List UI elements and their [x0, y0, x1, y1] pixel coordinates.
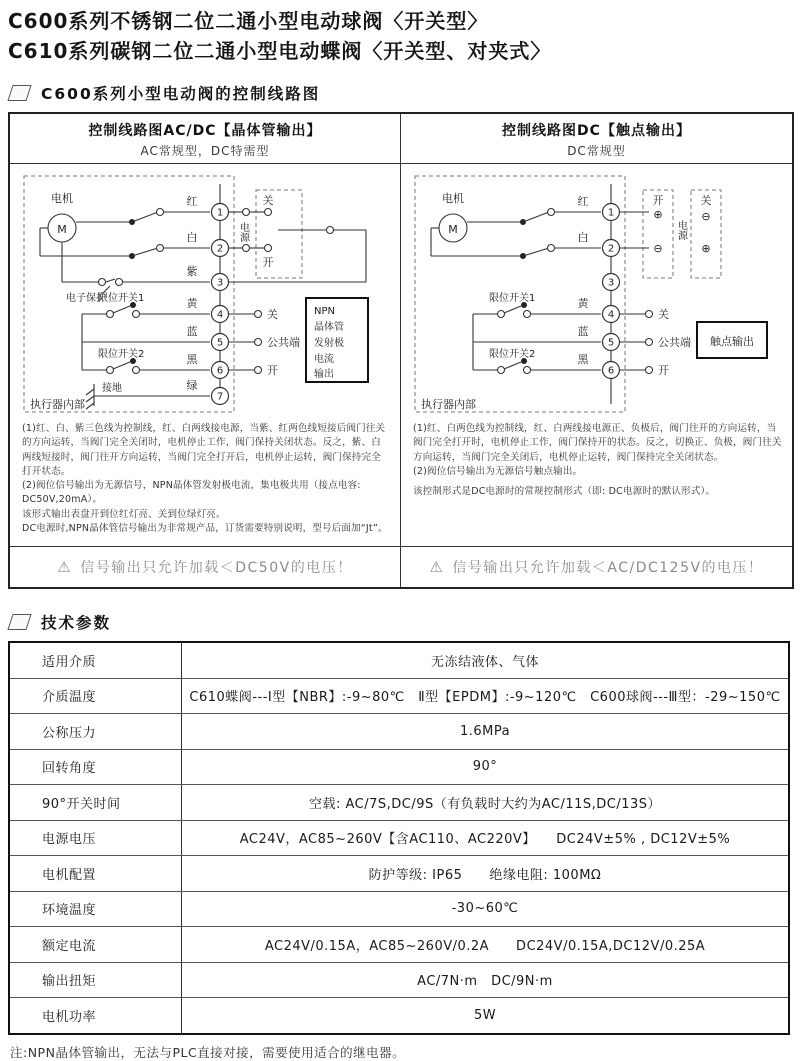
section-heading-parameters [10, 611, 800, 633]
power-label: 电源 [675, 220, 687, 240]
minus-symbol: ⊖ [701, 210, 711, 223]
wire-black-label: 黑 [186, 353, 198, 366]
limit-switch-2 [82, 348, 210, 374]
parameters-table [8, 641, 790, 1035]
motor-letter: M [57, 223, 67, 236]
note-line: (2)阀位信号输出为无源信号，NPN晶体管发射极电流，集电极共用（接点电容: DC50V,20mA）。 [22, 480, 361, 506]
terminal-2: 2 [216, 243, 224, 255]
wire-red-label: 红 [186, 195, 198, 208]
table-row [9, 749, 789, 785]
note-line: (2)阀位信号输出为无源信号触点输出。 [413, 465, 583, 477]
minus-symbol: ⊖ [653, 242, 663, 255]
npn-line-5: 输出 [314, 369, 334, 380]
terminal-1: 1 [216, 207, 224, 219]
limit1-label: 限位开关1 [98, 293, 145, 304]
parallelogram-icon [7, 614, 31, 630]
section-title: 技术参数 [41, 614, 112, 632]
terminal-1: 1 [607, 207, 615, 219]
param-value: AC24V，AC85~260V【含AC110、AC220V】 DC24V±5% , DC12V±5% [182, 820, 790, 856]
param-label: 额定电流 [9, 927, 182, 963]
protect-label: 电子保护 [66, 293, 106, 304]
footer-note: 注:NPN晶体管输出，无法与PLC直接对接，需要使用适合的继电器。 [10, 1044, 406, 1060]
left-notes [10, 420, 400, 546]
wire-yellow-label: 黄 [577, 297, 589, 310]
terminal-4: 4 [216, 309, 224, 321]
wire-purple-label: 紫 [186, 265, 198, 278]
out-common-label: 公共端 [267, 336, 300, 349]
title-line-1: C600系列不锈钢二位二通小型电动球阀〈开关型〉 [8, 9, 489, 33]
right-diagram-title: 控制线路图DC【触点输出】 [502, 123, 691, 139]
out-close-label: 关 [267, 308, 278, 321]
contact-output-box [697, 322, 767, 358]
npn-line-3: 发射极 [314, 338, 344, 349]
left-circuit-diagram [10, 164, 400, 420]
power-polarity-close [691, 190, 721, 278]
wire-green-label: 绿 [186, 379, 198, 392]
terminal-2: 2 [607, 243, 615, 255]
section-title: C600系列小型电动阀的控制线路图 [41, 85, 321, 103]
left-diagram-title: 控制线路图AC/DC【晶体管输出】 [88, 123, 322, 139]
circuit-column-dc [401, 114, 792, 587]
wire-red-label: 红 [577, 195, 589, 208]
open-label: 开 [652, 194, 664, 207]
out-common-label: 公共端 [658, 336, 691, 349]
right-notes [401, 420, 792, 546]
circuit-column-acdc [10, 114, 401, 587]
table-row [9, 642, 789, 678]
power-polarity-open [620, 190, 674, 278]
terminal-6: 6 [216, 365, 224, 377]
note-line: 该形式输出表盘开到位红灯亮、关到位绿灯亮。 [22, 508, 226, 520]
power-switch [229, 190, 367, 282]
param-value: AC24V/0.15A，AC85~260V/0.2A DC24V/0.15A,DC12V/0.25A [182, 927, 790, 963]
ground-icon [86, 379, 210, 409]
internal-label: 执行器内部 [30, 398, 85, 411]
param-label: 公称压力 [9, 714, 182, 750]
warning-icon: ⚠ [57, 558, 73, 576]
left-diagram-subtitle: AC常规型，DC特需型 [140, 144, 270, 158]
wire-yellow-label: 黄 [186, 297, 198, 310]
title-line-2: C610系列碳钢二位二通小型电动蝶阀〈开关型、对夹式〉 [8, 39, 552, 63]
param-value: 1.6MPa [182, 714, 790, 750]
left-warning-text: 信号输出只允许加载＜DC50V的电压！ [80, 560, 353, 576]
table-row [9, 998, 789, 1034]
note-line: DC电源时,NPN晶体管信号输出为非常规产品，订货需要特别说明，型号后面加“Jt”。 [22, 522, 388, 534]
wire-white-label: 白 [577, 231, 589, 244]
wire-blue-label: 蓝 [186, 325, 198, 338]
section-heading-circuit [10, 82, 800, 104]
plus-symbol: ⊕ [653, 208, 663, 221]
table-row [9, 714, 789, 750]
terminal-3: 3 [216, 277, 224, 289]
limit1-label: 限位开关1 [489, 293, 536, 304]
param-label: 适用介质 [9, 642, 182, 678]
param-value: 5W [182, 998, 790, 1034]
limit-switch-1 [473, 292, 601, 318]
warning-icon: ⚠ [429, 558, 445, 576]
param-label: 环境温度 [9, 891, 182, 927]
out-open-label: 开 [658, 364, 669, 377]
table-row [9, 678, 789, 714]
param-value: 空载: AC/7S,DC/9S（有负载时大约为AC/11S,DC/13S） [182, 785, 790, 821]
param-value: 90° [182, 749, 790, 785]
terminal-3: 3 [607, 277, 615, 289]
close-label: 关 [700, 194, 712, 207]
param-value: 防护等级: IP65 绝缘电阻: 100MΩ [182, 856, 790, 892]
note-line: 该控制形式是DC电源时的常规控制形式（即: DC电源时的默认形式）。 [413, 486, 716, 497]
terminal-5: 5 [216, 337, 224, 349]
param-label: 电机功率 [9, 998, 182, 1034]
table-row [9, 927, 789, 963]
param-label: 回转角度 [9, 749, 182, 785]
param-value: C610蝶阀---Ⅰ型【NBR】:-9~80℃ Ⅱ型【EPDM】:-9~120℃ C600球阀---Ⅲ型：-29~150℃ [182, 678, 790, 714]
power-label: 电源 [237, 222, 249, 242]
param-label: 介质温度 [9, 678, 182, 714]
terminal-5: 5 [607, 337, 615, 349]
note-line: (1)红、白、紫三色线为控制线，红、白两线接电源，当紫、红两色线短接后阀门往关的方向运转，当阀门完全关闭时，电机停止工作，阀门保持关闭状态。反之，紫、白两线短接时，阀门往开方向运转，当阀门完全打开后，电机停止运转，阀门保持完全打开状态。 [22, 423, 386, 477]
motor-label: 电机 [442, 192, 464, 205]
left-circuit-svg [10, 164, 400, 420]
switch-open-label: 开 [262, 256, 274, 269]
contact-output-label: 触点输出 [710, 335, 754, 348]
limit2-label: 限位开关2 [98, 349, 145, 360]
motor-icon [439, 191, 467, 242]
npn-line-1: NPN [314, 306, 335, 317]
internal-label: 执行器内部 [421, 398, 476, 411]
right-warning [401, 546, 792, 587]
wire-red [467, 195, 601, 225]
right-diagram-subtitle: DC常规型 [567, 144, 626, 158]
param-label: 电机配置 [9, 856, 182, 892]
param-value: AC/7N·m DC/9N·m [182, 962, 790, 998]
wire-black-label: 黑 [577, 353, 589, 366]
switch-close-label: 关 [262, 194, 274, 207]
param-label: 90°开关时间 [9, 785, 182, 821]
right-circuit-svg [401, 164, 791, 420]
wire-white-label: 白 [186, 231, 198, 244]
param-value: 无冻结液体、气体 [182, 642, 790, 678]
table-row [9, 856, 789, 892]
param-label: 输出扭矩 [9, 962, 182, 998]
npn-line-2: 晶体管 [314, 322, 344, 333]
right-diagram-header [401, 114, 792, 164]
param-label: 电源电压 [9, 820, 182, 856]
page-titles [0, 0, 800, 66]
terminal-4: 4 [607, 309, 615, 321]
motor-icon [48, 191, 76, 242]
limit-switch-2 [473, 348, 601, 374]
signal-outputs [620, 308, 692, 377]
wire-blue-label: 蓝 [577, 325, 589, 338]
npn-output-box [306, 298, 368, 382]
signal-outputs [229, 308, 301, 377]
motor-label: 电机 [51, 192, 73, 205]
right-circuit-diagram [401, 164, 792, 420]
table-row [9, 785, 789, 821]
param-value: -30~60℃ [182, 891, 790, 927]
out-open-label: 开 [267, 364, 278, 377]
npn-line-4: 电流 [314, 354, 334, 365]
out-close-label: 关 [658, 308, 669, 321]
right-warning-text: 信号输出只允许加载＜AC/DC125V的电压！ [452, 560, 764, 576]
table-row [9, 891, 789, 927]
terminal-6: 6 [607, 365, 615, 377]
wire-red [76, 195, 210, 225]
wire-blue [473, 324, 601, 342]
parallelogram-icon [7, 85, 31, 101]
ground-label: 接地 [102, 383, 122, 394]
left-diagram-header [10, 114, 400, 164]
motor-letter: M [448, 223, 458, 236]
table-row [9, 962, 789, 998]
left-warning [10, 546, 400, 587]
circuit-diagrams-box [8, 112, 794, 589]
plus-symbol: ⊕ [701, 242, 711, 255]
wire-blue [82, 324, 210, 342]
table-row [9, 820, 789, 856]
limit-switch-1 [82, 292, 210, 318]
note-line: (1)红、白两色线为控制线，红、白两线接电源正、负极后，阀门往开的方向运转，当阀门完全打开时，电机停止工作，阀门保持开的状态。反之，切换正、负极，阀门往关方向运转，当阀门完全关闭后，电机停止运转，阀门保持完全关闭状态。 [413, 423, 782, 463]
limit2-label: 限位开关2 [489, 349, 536, 360]
terminal-7: 7 [216, 391, 224, 403]
